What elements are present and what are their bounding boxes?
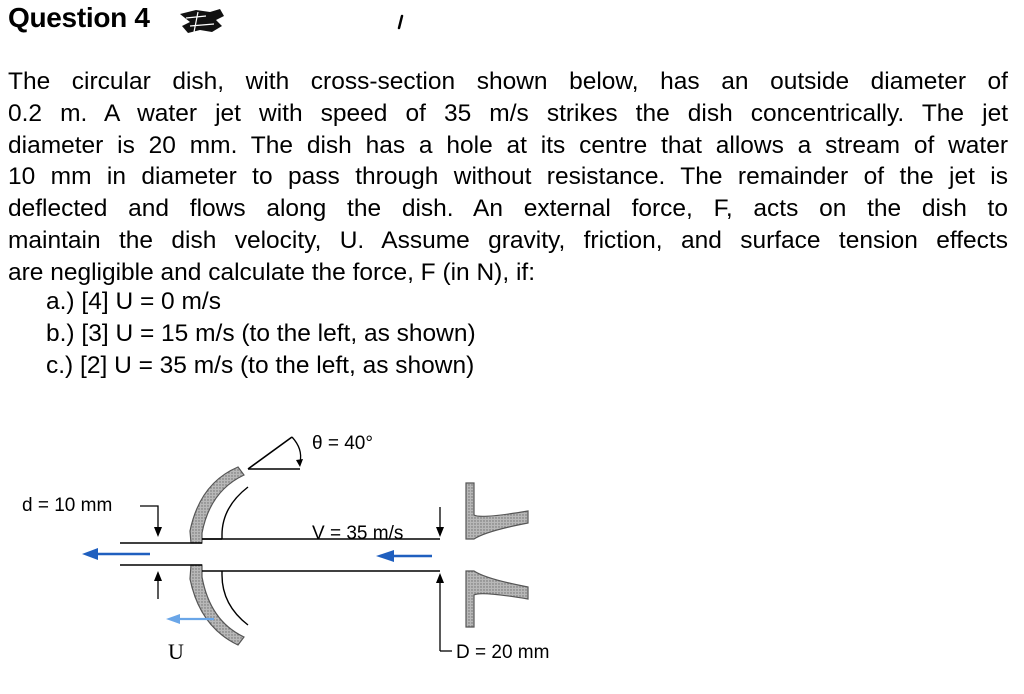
pen-mark-icon: [396, 14, 406, 30]
problem-statement: [8, 66, 1008, 289]
question-parts: [46, 286, 476, 381]
statement-line: 0.2 m. A water jet with speed of 35 m/s strikes the dish concentrically. The jet: [8, 99, 1008, 127]
statement-line: are negligible and calculate the force, F (in N), if:: [8, 258, 536, 286]
nozzle-lower: [466, 571, 528, 627]
redacted-scribble-icon: [176, 6, 228, 36]
jet-velocity-label: V = 35 m/s: [312, 523, 404, 544]
part-b: b.) [3] U = 15 m/s (to the left, as shown): [46, 319, 476, 347]
dish-lower-half: [190, 565, 244, 645]
statement-line: 10 mm in diameter to pass through without resistance. The remainder of the jet is: [8, 163, 1008, 191]
angle-indicator: [248, 437, 303, 469]
part-a: a.) [4] U = 0 m/s: [46, 288, 221, 315]
statement-line: diameter is 20 mm. The dish has a hole at its centre that allows a stream of water: [8, 131, 1008, 159]
question-title: Question 4: [8, 2, 150, 33]
nozzle-upper: [466, 483, 528, 539]
statement-line: maintain the dish velocity, U. Assume gravity, friction, and surface tension effects: [8, 226, 1008, 254]
dish-upper-half: [190, 467, 244, 543]
theta-label: θ = 40°: [312, 433, 373, 454]
hole-diameter-label: d = 10 mm: [22, 495, 113, 516]
jet-velocity-arrow: [376, 550, 432, 562]
hole-outflow-arrow: [82, 548, 150, 560]
dish-diagram: [0, 415, 640, 694]
statement-line: deflected and flows along the dish. An external force, F, acts on the dish to: [8, 195, 1008, 223]
dish-velocity-label: U: [168, 639, 184, 664]
jet-diameter-label: D = 20 mm: [456, 642, 550, 663]
statement-line: The circular dish, with cross-section shown below, has an outside diameter of: [8, 68, 1008, 95]
part-c: c.) [2] U = 35 m/s (to the left, as shown): [46, 351, 475, 379]
